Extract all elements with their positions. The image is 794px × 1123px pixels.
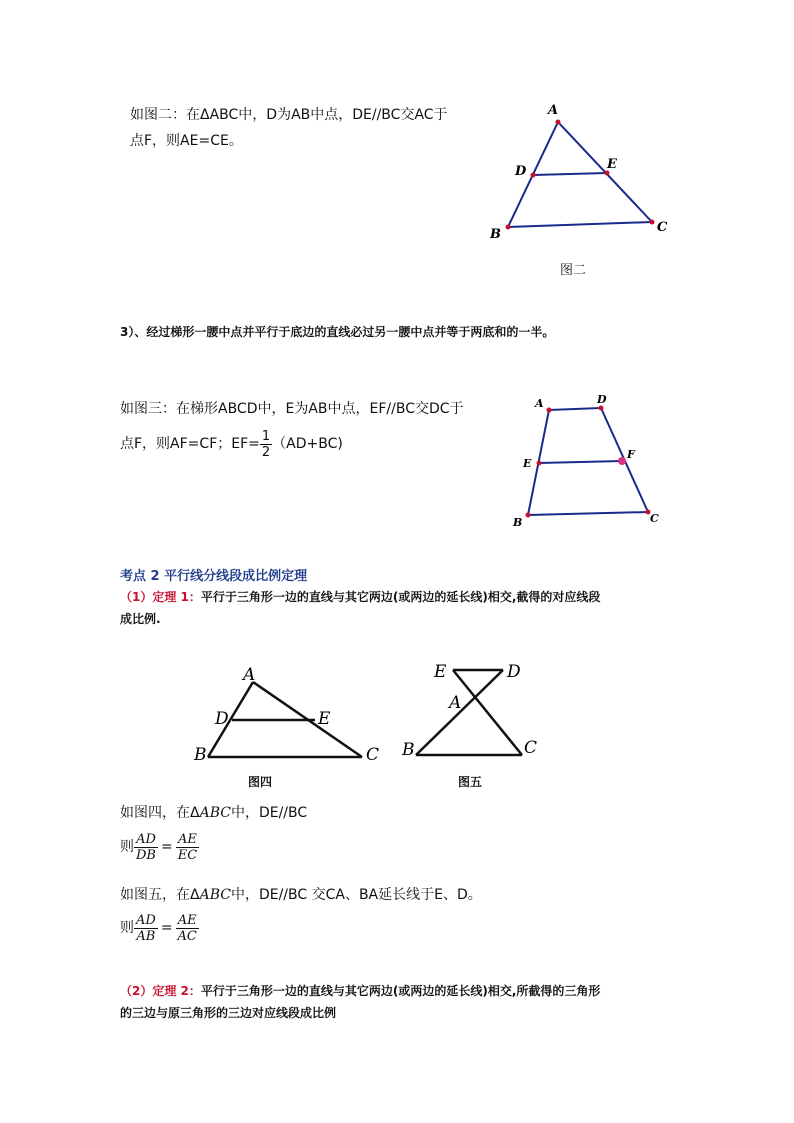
example5-fraction-1 <box>134 913 158 944</box>
example4-f1-den: DB <box>136 847 156 863</box>
example5-line1 <box>120 884 482 906</box>
example4-f2-num: AE <box>176 832 199 848</box>
example4-abc: ABC <box>199 805 231 821</box>
example5-f2-den: AC <box>177 928 197 944</box>
theorem1-text: 平行于三角形一边的直线与其它两边(或两边的延长线)相交,截得的对应线段 <box>200 590 601 604</box>
example5-f2-num: AE <box>176 913 199 929</box>
fig3-description-line2 <box>120 424 343 464</box>
fig5-label-B: B <box>402 740 415 760</box>
fig3-label-C: C <box>650 512 659 525</box>
figure-4-triangle-diagram <box>190 662 390 772</box>
fig2-label-C: C <box>657 220 668 235</box>
fig3-label-D: D <box>597 393 607 406</box>
fig2-description-line1: 如图二：在ΔABC中，D为AB中点，DE//BC交AC于 <box>130 107 448 123</box>
theorem1-tag: （1）定理 1： <box>120 590 201 604</box>
theorem2-text: 平行于三角形一边的直线与其它两边(或两边的延长线)相交,所截得的三角形 <box>200 984 601 998</box>
theorem2-line2: 的三边与原三角形的三边对应线段成比例 <box>120 1006 337 1020</box>
fig5-label-D: D <box>507 662 521 682</box>
fig4-label-D: D <box>215 709 229 729</box>
figure-2-triangle-diagram <box>480 95 680 245</box>
fig2-label-A: A <box>548 103 559 118</box>
fig4-caption: 图四 <box>248 775 273 789</box>
fig2-label-B: B <box>490 227 501 242</box>
fig2-label-E: E <box>607 157 617 172</box>
fig3-frac-num: 1 <box>261 428 271 444</box>
example4-prefix: 如图四，在Δ <box>120 805 200 821</box>
fig3-line2-suffix: （AD+BC) <box>272 436 343 452</box>
fig3-label-E: E <box>523 457 532 470</box>
example4-fraction-1 <box>134 832 158 863</box>
example4-formula <box>120 829 199 865</box>
example4-f2-den: EC <box>177 847 198 863</box>
fig3-frac-den: 2 <box>261 444 271 460</box>
figure-3-trapezoid-diagram <box>505 388 675 533</box>
example5-suffix: 中，DE//BC 交CA、BA延长线于E、D。 <box>230 887 482 903</box>
fig4-label-A: A <box>243 665 256 685</box>
fig5-label-E: E <box>434 662 447 682</box>
example5-f1-den: AB <box>136 928 156 944</box>
theorem1-line2: 成比例. <box>120 612 161 626</box>
example4-f1-num: AD <box>134 832 158 848</box>
theorem2-line1 <box>120 982 600 999</box>
figure-5-hourglass-diagram <box>398 655 558 765</box>
point3-statement: 3）、经过梯形一腰中点并平行于底边的直线必过另一腰中点并等于两底和的一半。 <box>120 325 555 339</box>
example4-ze: 则 <box>120 839 134 855</box>
fig3-line2-prefix: 点F，则AF=CF；EF= <box>120 436 260 452</box>
fig2-caption: 图二 <box>560 263 587 278</box>
fig5-label-C: C <box>524 738 538 758</box>
fig5-caption: 图五 <box>458 775 483 789</box>
example5-fraction-2 <box>176 913 199 944</box>
fig4-label-B: B <box>194 745 207 765</box>
example5-abc: ABC <box>199 887 231 903</box>
fig2-label-D: D <box>515 164 527 179</box>
theorem1-line1 <box>120 588 600 605</box>
example4-eq: = <box>160 839 173 855</box>
example5-f1-num: AD <box>136 912 156 928</box>
example4-line1 <box>120 802 307 824</box>
example5-formula <box>120 910 199 946</box>
example4-suffix: 中，DE//BC <box>230 805 308 821</box>
example5-prefix: 如图五，在Δ <box>120 887 200 903</box>
fig3-label-F: F <box>627 448 635 461</box>
fig3-label-B: B <box>513 516 523 529</box>
fig5-label-A: A <box>449 693 462 713</box>
fig3-label-A: A <box>535 397 544 410</box>
fig3-description-line1: 如图三：在梯形ABCD中，E为AB中点，EF//BC交DC于 <box>120 401 464 417</box>
fig4-label-C: C <box>366 745 380 765</box>
fig2-description-line2: 点F，则AE=CE。 <box>130 133 243 149</box>
fig4-label-E: E <box>318 709 331 729</box>
example5-eq: = <box>160 920 173 936</box>
theorem2-tag: （2）定理 2： <box>120 984 201 998</box>
example5-ze: 则 <box>120 920 134 936</box>
example4-fraction-2 <box>176 832 199 863</box>
fig3-fraction-half <box>260 429 272 460</box>
kaodian2-heading: 考点 2 平行线分线段成比例定理 <box>120 569 308 584</box>
